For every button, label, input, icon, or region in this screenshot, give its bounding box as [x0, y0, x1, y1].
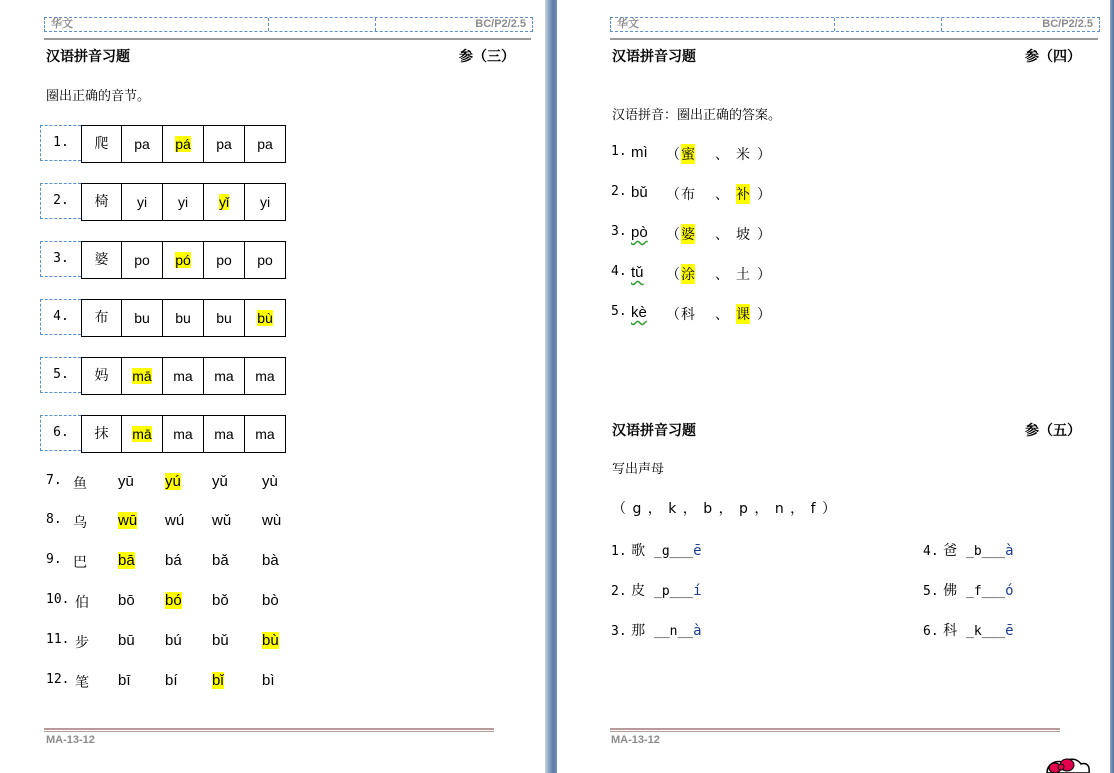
open-paren: （: [666, 307, 680, 323]
question-number: 5.: [923, 584, 939, 599]
pinyin-option-cell[interactable]: [163, 183, 204, 221]
pinyin-option: ma: [214, 368, 234, 384]
question-number: 2.: [40, 183, 81, 219]
answer-choice[interactable]: 坡: [736, 227, 750, 243]
pinyin-option: bu: [216, 310, 232, 326]
pinyin-prompt: mì: [631, 144, 648, 161]
initials-choices: （ g ， k ， b ， p ， n ， f ）: [612, 501, 836, 517]
close-paren: ）: [757, 187, 771, 203]
pinyin-option-cell[interactable]: [245, 125, 286, 163]
separator: 、: [715, 147, 729, 163]
footer-code: MA-13-12: [46, 734, 95, 746]
answer-choice-selected[interactable]: 补: [736, 184, 750, 204]
pinyin-option-cell[interactable]: [122, 415, 163, 453]
section4-instruction: 汉语拼音：圈出正确的答案。: [612, 108, 782, 123]
pinyin-option-cell[interactable]: [163, 241, 204, 279]
hanzi-cell: 婆: [81, 241, 122, 279]
separator: 、: [715, 267, 729, 283]
window-edge: [1110, 0, 1114, 773]
answer-choice-selected[interactable]: 涂: [681, 264, 695, 284]
header-blank-1: [835, 18, 942, 31]
pinyin-option[interactable]: yū: [118, 473, 134, 490]
pinyin-option-selected[interactable]: bó: [165, 592, 182, 609]
hanzi: 巴: [73, 555, 87, 571]
hanzi-cell: 抹: [81, 415, 122, 453]
initial-answer-blank[interactable]: _p___: [654, 584, 694, 599]
pinyin-prompt: tǔ: [631, 264, 644, 281]
question-number: 12.: [46, 672, 70, 687]
pinyin-option: yi: [177, 194, 189, 210]
hanzi: 佛: [943, 583, 958, 599]
answer-choice-selected[interactable]: 婆: [681, 224, 695, 244]
initial-fill-item: [611, 620, 702, 640]
boxed-question-row: [40, 241, 286, 279]
hanzi: 爸: [943, 543, 958, 559]
pinyin-option-cell[interactable]: [204, 415, 245, 453]
close-paren: ）: [757, 307, 771, 323]
separator: 、: [715, 227, 729, 243]
hanzi: 笔: [75, 675, 89, 691]
pinyin-option-selected[interactable]: bā: [118, 552, 135, 569]
page-header-left: [44, 17, 533, 32]
initial-answer-blank[interactable]: _f___: [966, 584, 1006, 599]
pinyin-option[interactable]: bú: [165, 632, 182, 649]
pinyin-option[interactable]: bò: [262, 592, 279, 609]
hanzi-cell: 布: [81, 299, 122, 337]
final-vowel: à: [1005, 543, 1014, 559]
pinyin-option-cell[interactable]: [204, 183, 245, 221]
pinyin-option-cell[interactable]: [122, 183, 163, 221]
boxed-question-row: [40, 357, 286, 395]
question-number: 11.: [46, 632, 70, 647]
question-number: 3.: [40, 241, 81, 277]
header-school: 华文: [45, 18, 269, 31]
pinyin-option-cell[interactable]: [163, 357, 204, 395]
initial-fill-item: [923, 580, 1014, 600]
pinyin-option[interactable]: bǒ: [212, 592, 229, 609]
hanzi-cell: 爬: [81, 125, 122, 163]
pinyin-option: pa: [257, 136, 273, 152]
pinyin-option: po: [134, 252, 150, 268]
pinyin-option-selected: bù: [257, 310, 273, 326]
boxed-question-row: [40, 125, 286, 163]
page-header-right: [610, 17, 1100, 32]
initial-answer-blank[interactable]: _k___: [966, 624, 1006, 639]
header-rule: [44, 38, 531, 40]
answer-choice-selected[interactable]: 课: [736, 304, 750, 324]
hanzi: 歌: [631, 543, 646, 559]
pinyin-prompt: bǔ: [631, 184, 648, 201]
question-number: 8.: [46, 512, 62, 527]
pinyin-option-selected: mā: [132, 426, 152, 442]
final-vowel: à: [693, 623, 702, 639]
pinyin-option-cell[interactable]: [204, 299, 245, 337]
initial-fill-item: [611, 580, 702, 600]
pinyin-option-cell[interactable]: [122, 357, 163, 395]
pinyin-option: ma: [214, 426, 234, 442]
hanzi: 皮: [631, 583, 646, 599]
pinyin-option[interactable]: bá: [165, 552, 182, 569]
pinyin-option-cell[interactable]: [245, 357, 286, 395]
question-number: 4.: [40, 299, 81, 335]
hanzi-cell: 妈: [81, 357, 122, 395]
pinyin-option-selected: yǐ: [218, 194, 230, 210]
footer-rule: [610, 728, 1060, 732]
initial-answer-blank[interactable]: __n__: [654, 624, 694, 639]
hanzi: 伯: [75, 595, 89, 611]
pinyin-option: pa: [134, 136, 150, 152]
pinyin-option[interactable]: bà: [262, 552, 279, 569]
answer-choice[interactable]: 科: [681, 307, 695, 323]
section5-title: 汉语拼音习题: [612, 423, 696, 439]
hanzi: 科: [943, 623, 958, 639]
answer-choice-selected[interactable]: 蜜: [681, 144, 695, 164]
pinyin-option[interactable]: wú: [165, 512, 185, 529]
hanzi-cell: 椅: [81, 183, 122, 221]
pinyin-option-selected: pó: [175, 252, 191, 268]
pinyin-option[interactable]: bí: [165, 672, 178, 689]
pinyin-option-cell[interactable]: [204, 241, 245, 279]
pinyin-option-cell[interactable]: [122, 299, 163, 337]
question-number: 3.: [611, 224, 627, 239]
pinyin-option-cell[interactable]: [245, 241, 286, 279]
final-vowel: ó: [1005, 583, 1014, 599]
initial-answer-blank[interactable]: _b___: [966, 544, 1006, 559]
page-gutter: [545, 0, 557, 773]
pinyin-option: bu: [134, 310, 150, 326]
final-vowel: ē: [1005, 623, 1014, 639]
pinyin-option-cell[interactable]: [122, 241, 163, 279]
section5-instruction: 写出声母: [612, 462, 665, 477]
question-number: 2.: [611, 584, 627, 599]
pinyin-option[interactable]: bì: [262, 672, 275, 689]
section4-label: 参（四）: [1025, 49, 1081, 65]
question-number: 1.: [40, 125, 81, 161]
question-number: 1.: [611, 544, 627, 559]
final-vowel: í: [693, 583, 702, 599]
page-title: 汉语拼音习题: [46, 49, 130, 65]
hanzi: 乌: [73, 515, 87, 531]
initial-fill-item: [611, 540, 702, 560]
pinyin-option-cell[interactable]: [163, 415, 204, 453]
pinyin-option: po: [216, 252, 232, 268]
pinyin-option[interactable]: bǔ: [212, 632, 229, 649]
pinyin-option[interactable]: yù: [262, 473, 278, 490]
pinyin-option[interactable]: bū: [118, 632, 135, 649]
pinyin-prompt: kè: [631, 304, 647, 321]
section5-label: 参（五）: [1025, 423, 1081, 439]
hello-kitty-bow-icon: [1043, 756, 1091, 773]
hanzi: 那: [631, 623, 646, 639]
header-code: BC/P2/2.5: [475, 18, 526, 30]
initial-fill-item: [923, 540, 1014, 560]
question-number: 9.: [46, 552, 62, 567]
pinyin-option[interactable]: wù: [262, 512, 282, 529]
pinyin-option-cell[interactable]: [245, 299, 286, 337]
question-number: 5.: [611, 304, 627, 319]
boxed-question-row: [40, 415, 286, 453]
close-paren: ）: [757, 147, 771, 163]
final-vowel: ē: [693, 543, 702, 559]
pinyin-option-selected[interactable]: bǐ: [212, 672, 224, 689]
pinyin-option: ma: [255, 368, 275, 384]
pinyin-option-cell[interactable]: [245, 183, 286, 221]
boxed-question-row: [40, 183, 286, 221]
pinyin-option[interactable]: yǔ: [212, 473, 228, 490]
question-number: 10.: [46, 592, 70, 607]
open-paren: （: [666, 227, 680, 243]
close-paren: ）: [757, 227, 771, 243]
pinyin-option: ma: [173, 426, 193, 442]
section-label: 参（三）: [459, 49, 515, 65]
pinyin-option: ma: [255, 426, 275, 442]
pinyin-option[interactable]: bī: [118, 672, 131, 689]
question-number: 4.: [923, 544, 939, 559]
initial-fill-item: [923, 620, 1014, 640]
question-number: 4.: [611, 264, 627, 279]
pinyin-option: po: [257, 252, 273, 268]
question-number: 7.: [46, 473, 62, 488]
answer-choice[interactable]: 土: [736, 267, 750, 283]
pinyin-option: yi: [136, 194, 148, 210]
header-blank-1: [269, 18, 376, 31]
pinyin-option[interactable]: bō: [118, 592, 135, 609]
pinyin-option-cell[interactable]: [163, 125, 204, 163]
pinyin-option: ma: [173, 368, 193, 384]
answer-choice[interactable]: 布: [681, 187, 695, 203]
pinyin-option: pa: [216, 136, 232, 152]
pinyin-option[interactable]: wǔ: [212, 512, 232, 529]
question-number: 2.: [611, 184, 627, 199]
header-code: BC/P2/2.5: [1042, 18, 1093, 30]
pinyin-option: bu: [175, 310, 191, 326]
open-paren: （: [666, 187, 680, 203]
close-paren: ）: [757, 267, 771, 283]
header-rule: [610, 38, 1098, 40]
separator: 、: [715, 187, 729, 203]
pinyin-option-selected: mā: [132, 368, 152, 384]
section4-title: 汉语拼音习题: [612, 49, 696, 65]
pinyin-option-selected: pá: [175, 136, 191, 152]
pinyin-option: yi: [259, 194, 271, 210]
hanzi: 鱼: [73, 476, 87, 492]
pinyin-option-cell[interactable]: [204, 357, 245, 395]
open-paren: （: [666, 267, 680, 283]
pinyin-option[interactable]: bǎ: [212, 552, 229, 569]
initial-answer-blank[interactable]: _g___: [654, 544, 694, 559]
pinyin-prompt: pò: [631, 224, 648, 241]
instruction: 圈出正确的音节。: [46, 89, 151, 104]
answer-choice[interactable]: 米: [736, 147, 750, 163]
separator: 、: [715, 307, 729, 323]
footer-code: MA-13-12: [611, 734, 660, 746]
footer-rule: [44, 728, 494, 732]
question-number: 5.: [40, 357, 81, 393]
open-paren: （: [666, 147, 680, 163]
pinyin-option-selected[interactable]: yú: [165, 473, 181, 490]
pinyin-option-selected[interactable]: wū: [118, 512, 138, 529]
pinyin-option-cell[interactable]: [245, 415, 286, 453]
question-number: 6.: [923, 624, 939, 639]
hanzi: 步: [75, 635, 89, 651]
question-number: 6.: [40, 415, 81, 451]
pinyin-option-selected[interactable]: bù: [262, 632, 279, 649]
question-number: 1.: [611, 144, 627, 159]
question-number: 3.: [611, 624, 627, 639]
pinyin-option-cell[interactable]: [163, 299, 204, 337]
pinyin-option-cell[interactable]: [122, 125, 163, 163]
pinyin-option-cell[interactable]: [204, 125, 245, 163]
boxed-question-row: [40, 299, 286, 337]
header-school: 华文: [611, 18, 835, 31]
